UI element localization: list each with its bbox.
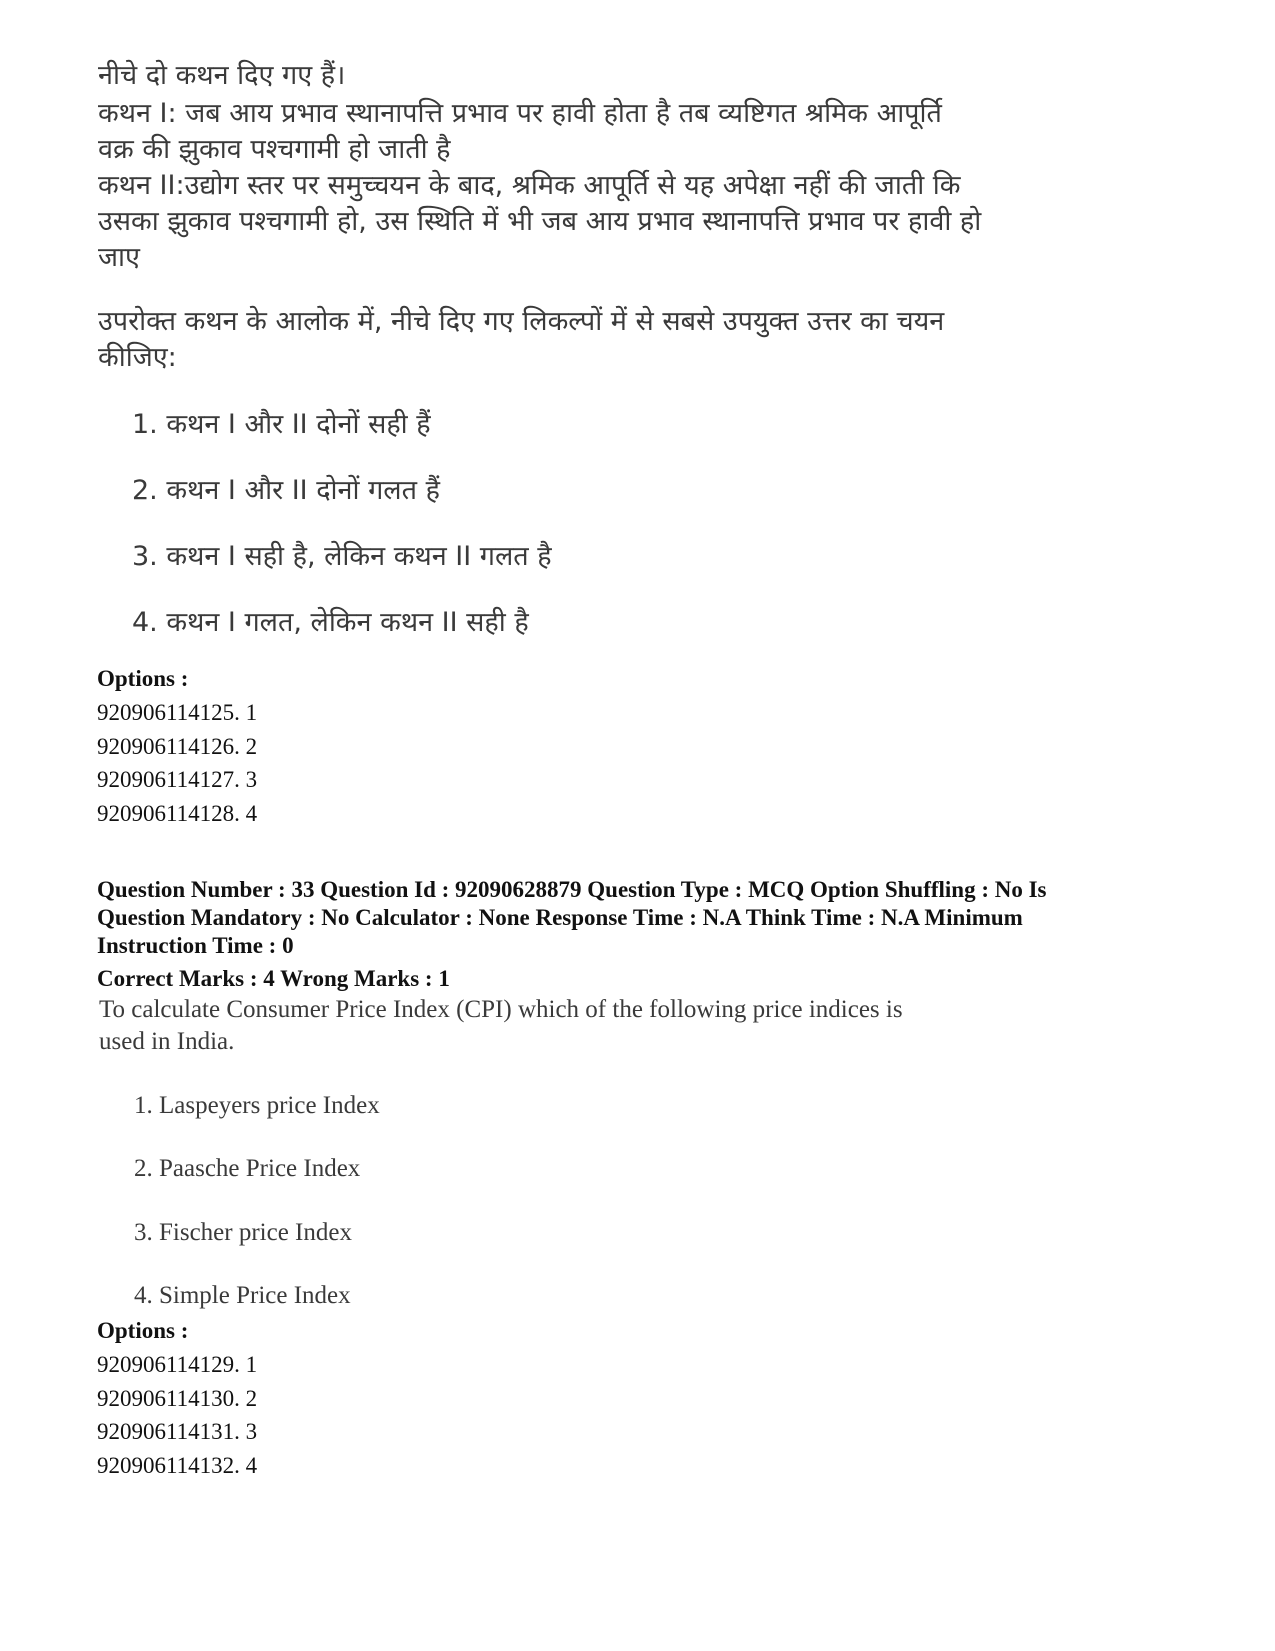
q33-options-label: Options : <box>97 1318 189 1343</box>
q33-meta-line2: Question Mandatory : No Calculator : None Response Time : N.A Think Time : N.A Minimum <box>97 905 1023 930</box>
q32-choice-1: 1. कथन I और II दोनों सही हैं <box>132 409 431 440</box>
q33-question-line2: used in India. <box>99 1028 235 1055</box>
q32-choice-3: 3. कथन I सही है, लेकिन कथन II गलत है <box>132 541 552 572</box>
q33-choice-1: 1. Laspeyers price Index <box>134 1092 380 1119</box>
q32-option-id-3: 920906114127. 3 <box>97 767 258 792</box>
q33-choice-3: 3. Fischer price Index <box>134 1219 352 1246</box>
q32-statement1-line1: कथन I: जब आय प्रभाव स्थानापत्ति प्रभाव पर हावी होता है तब व्यष्टिगत श्रमिक आपूर्ति <box>98 98 942 129</box>
q32-choice-4: 4. कथन I गलत, लेकिन कथन II सही है <box>132 607 529 638</box>
q33-choice-4: 4. Simple Price Index <box>134 1282 351 1309</box>
q32-intro: नीचे दो कथन दिए गए हैं। <box>98 60 346 91</box>
q33-marks: Correct Marks : 4 Wrong Marks : 1 <box>97 966 450 991</box>
q33-option-id-4: 920906114132. 4 <box>97 1453 258 1478</box>
q32-statement2-line3: जाए <box>98 242 140 273</box>
q32-statement2-line1: कथन II:उद्योग स्तर पर समुच्चयन के बाद, श्रमिक आपूर्ति से यह अपेक्षा नहीं की जाती कि <box>98 170 961 201</box>
q32-options-label: Options : <box>97 666 189 691</box>
q32-statement2-line2: उसका झुकाव पश्चगामी हो, उस स्थिति में भी जब आय प्रभाव स्थानापत्ति प्रभाव पर हावी हो <box>98 206 982 237</box>
q32-prompt-line2: कीजिए: <box>98 342 177 373</box>
q33-meta-line3: Instruction Time : 0 <box>97 933 294 958</box>
q33-question-line1: To calculate Consumer Price Index (CPI) which of the following price indices is <box>99 996 903 1023</box>
q33-option-id-3: 920906114131. 3 <box>97 1419 258 1444</box>
q32-statement1-line2: वक्र की झुकाव पश्चगामी हो जाती है <box>98 134 451 165</box>
q32-option-id-4: 920906114128. 4 <box>97 801 258 826</box>
q33-option-id-1: 920906114129. 1 <box>97 1352 258 1377</box>
q32-option-id-1: 920906114125. 1 <box>97 700 258 725</box>
q33-meta-line1: Question Number : 33 Question Id : 92090628879 Question Type : MCQ Option Shuffling : No Is <box>97 877 1047 902</box>
q32-choice-2: 2. कथन I और II दोनों गलत हैं <box>132 475 440 506</box>
q32-prompt-line1: उपरोक्त कथन के आलोक में, नीचे दिए गए लिकल्पों में से सबसे उपयुक्त उत्तर का चयन <box>98 306 945 337</box>
q33-option-id-2: 920906114130. 2 <box>97 1386 258 1411</box>
q33-choice-2: 2. Paasche Price Index <box>134 1155 361 1182</box>
q32-option-id-2: 920906114126. 2 <box>97 734 258 759</box>
